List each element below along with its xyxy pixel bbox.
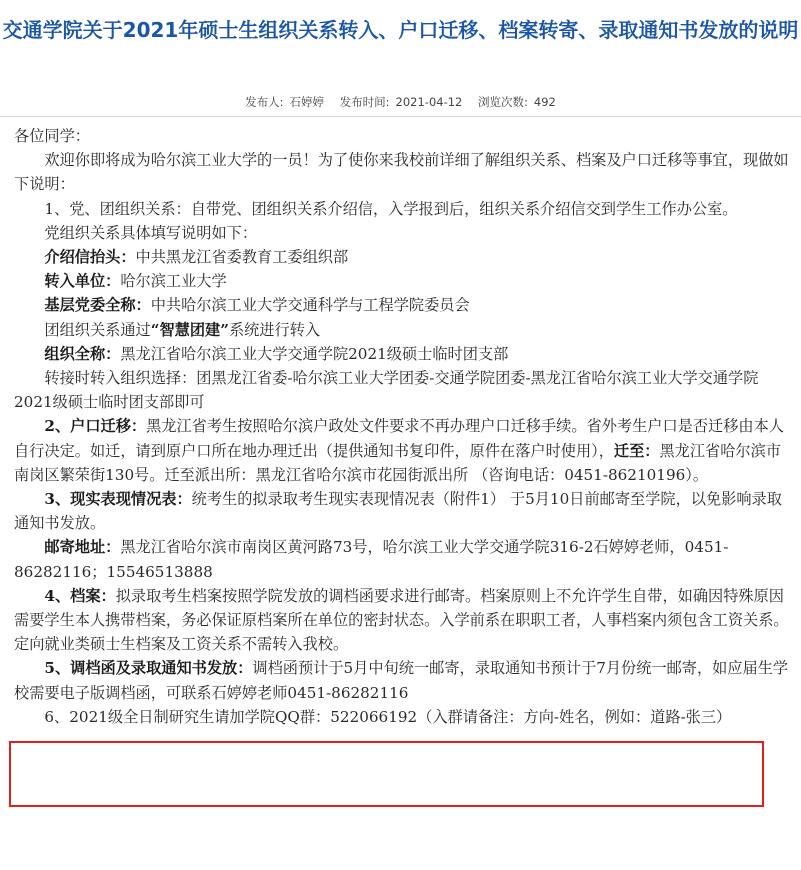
publish-time: 2021-04-12 (395, 95, 463, 109)
letter-head-label: 介绍信抬头： (44, 248, 136, 267)
hukou-text-b: 黑龙江省哈尔滨市南岗区繁荣街130号。迁至派出所：黑龙江省哈尔滨市花园街派出所 （咨询电话：0451-86210196）。 (14, 441, 781, 484)
qq-group-paragraph: 6、2021级全日制研究生请加学院QQ群：522066192（入群请备注：方向-姓名，例如：道路-张三） (44, 707, 732, 726)
performance-text: 统考生的拟录取考生现实表现情况表（附件1） 于5月10日前邮寄至学院，以免影响录取通知书发放。 (14, 490, 782, 533)
article-title: 交通学院关于2021年硕士生组织关系转入、户口迁移、档案转寄、录取通知书发放的说明 (2, 18, 799, 42)
org-full-label: 组织全称： (44, 344, 121, 363)
article-meta (0, 92, 801, 117)
transfer-unit-line (14, 269, 789, 293)
publisher-label: 发布人: (245, 95, 284, 109)
grassroots-value: 中共哈尔滨工业大学交通科学与工程学院委员会 (150, 296, 470, 315)
archive-text: 拟录取考生档案按照学院发放的调档函要求进行邮寄。档案原则上不允许学生自带，如确因特殊原因需要学生本人携带档案，务必保证原档案所在单位的密封状态。入学前系在职职工者，人事档案内须包含工资关系。定向就业类硕士生档案及工资关系不需转入我校。 (14, 586, 789, 654)
hukou-paragraph (14, 414, 789, 487)
views-count: 492 (533, 95, 556, 109)
publish-time-label: 发布时间: (339, 95, 390, 109)
performance-label: 3、现实表现情况表： (44, 490, 192, 509)
transfer-unit-value: 哈尔滨工业大学 (120, 272, 227, 291)
notice-text: 调档函预计于5月中旬统一邮寄，录取通知书预计于7月份统一邮寄，如应届生学校需要电子版调档函，可联系石婷婷老师0451-86282116 (14, 659, 789, 702)
hukou-to-label: 迁至： (613, 441, 660, 460)
league-post: 系统进行转入 (228, 320, 321, 339)
views-label: 浏览次数: (478, 95, 528, 109)
archive-paragraph (14, 584, 789, 657)
archive-label: 4、档案： (44, 586, 116, 605)
publisher-meta (242, 95, 327, 109)
publish-time-meta (337, 95, 466, 109)
mail-address-label: 邮寄地址： (44, 538, 121, 557)
hukou-text-a: 黑龙江省考生按照哈尔滨户政处文件要求不再办理户口迁移手续。省外考生户口是否迁移由本人自行决定。如迁，请到原户口所在地办理迁出（提供通知书复印件，原件在落户时使用）， (14, 417, 784, 460)
org-full-value: 黑龙江省哈尔滨工业大学交通学院2021级硕士临时团支部 (120, 344, 509, 363)
league-system: “智慧团建” (150, 320, 229, 339)
hukou-label: 2、户口迁移： (44, 417, 147, 436)
greeting: 各位同学： (14, 127, 90, 145)
publisher-name: 石婷婷 (289, 95, 324, 109)
grassroots-label: 基层党委全称： (44, 296, 151, 315)
performance-paragraph (14, 487, 789, 535)
grassroots-line (14, 293, 789, 317)
letter-head-line (14, 245, 789, 269)
party-league-paragraph: 1、党、团组织关系：自带党、团组织关系介绍信，入学报到后，组织关系介绍信交到学生工作办公室。 (44, 199, 738, 218)
mail-address-paragraph (14, 535, 789, 583)
transfer-unit-label: 转入单位： (44, 272, 121, 291)
party-intro-paragraph: 党组织关系具体填写说明如下： (44, 223, 258, 242)
org-full-line (14, 342, 789, 366)
letter-head-value: 中共黑龙江省委教育工委组织部 (135, 248, 349, 267)
intro-paragraph: 欢迎你即将成为哈尔滨工业大学的一员！为了使你来我校前详细了解组织关系、档案及户口迁移等事宜，现做如下说明： (14, 151, 789, 194)
highlight-box (9, 741, 764, 807)
views-meta (475, 95, 559, 109)
org-select-paragraph: 转接时转入组织选择：团黑龙江省委-哈尔滨工业大学团委-交通学院团委-黑龙江省哈尔滨工业大学交通学院2021级硕士临时团支部即可 (14, 369, 759, 412)
notice-label: 5、调档函及录取通知书发放： (44, 659, 253, 678)
league-pre: 团组织关系通过 (44, 320, 151, 339)
article-body (14, 124, 789, 729)
mail-address-text: 黑龙江省哈尔滨市南岗区黄河路73号，哈尔滨工业大学交通学院316-2石婷婷老师，0451-86282116；15546513888 (14, 538, 729, 581)
league-line (14, 318, 789, 342)
notice-paragraph (14, 656, 789, 704)
